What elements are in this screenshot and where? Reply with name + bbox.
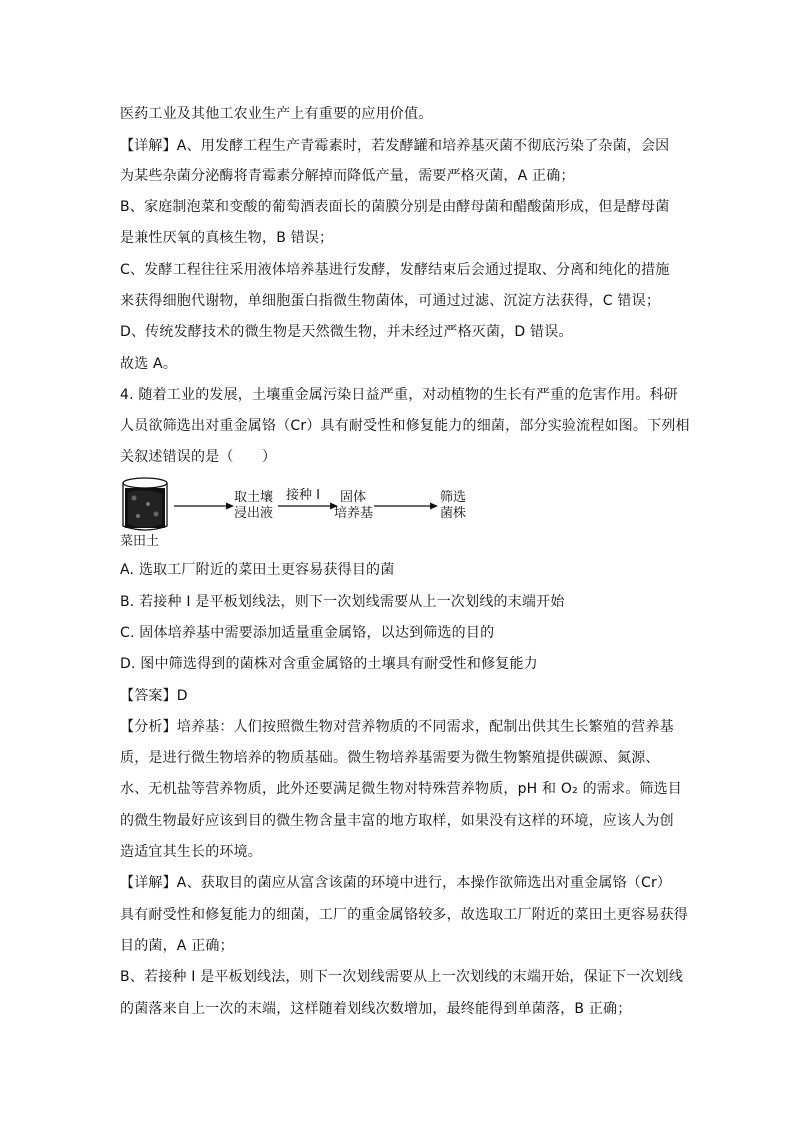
step1-label-bottom: 浸出液 — [234, 506, 274, 521]
detail-line-3: 目的菌，A 正确； — [120, 938, 234, 954]
answer-line: 【答案】D — [120, 688, 188, 704]
step2-label-bottom: 培养基 — [334, 506, 374, 521]
analysis-line-3: 水、无机盐等营养物质，此外还要满足微生物对特殊营养物质，pH 和 O₂ 的需求。筛选目 — [120, 781, 682, 797]
detail-line-2: 具有耐受性和修复能力的细菌，工厂的重金属铬较多，故选取工厂附近的菜田土更容易获得 — [120, 907, 688, 923]
option-c: C. 固体培养基中需要添加适量重金属铬，以达到筛选的目的 — [120, 625, 495, 641]
step1-label-top: 取土壤 — [234, 490, 274, 505]
question-line-2: 人员欲筛选出对重金属铬（Cr）具有耐受性和修复能力的细菌，部分实验流程如图。下列相 — [120, 418, 690, 434]
analysis-line-4: 的微生物最好应该到目的微生物含量丰富的地方取样，如果没有这样的环境，应该人为创 — [120, 813, 674, 829]
text-line-5: 是兼性厌氧的真核生物，B 错误； — [120, 230, 334, 246]
analysis-line-5: 造适宜其生长的环境。 — [120, 844, 262, 860]
detail-line-1: 【详解】A、获取目的菌应从富含该菌的环境中进行，本操作欲筛选出对重金属铬（Cr） — [120, 875, 672, 891]
text-line-3: 为某些杂菌分泌酶将青霉素分解掉而降低产量，需要严格灭菌，A 正确； — [120, 168, 575, 184]
text-line-2: 【详解】A、用发酵工程生产青霉素时，若发酵罐和培养基灭菌不彻底污染了杂菌，会因 — [120, 138, 670, 154]
text-line-4: B、家庭制泡菜和变酸的葡萄酒表面长的菌膜分别是由酵母菌和醋酸菌形成，但是酵母菌 — [120, 199, 670, 215]
question-line-3: 关叙述错误的是（ ） — [120, 449, 277, 465]
text-line-7: 来获得细胞代谢物，单细胞蛋白指微生物菌体，可通过过滤、沉淀方法获得，C 错误； — [120, 293, 661, 309]
text-line-8: D、传统发酵技术的微生物是天然微生物，并未经过严格灭菌，D 错误。 — [120, 324, 573, 340]
option-d: D. 图中筛选得到的菌株对含重金属铬的土壤具有耐受性和修复能力 — [120, 656, 538, 672]
text-line-1: 医药工业及其他工农业生产上有重要的应用价值。 — [120, 106, 433, 122]
step3-label-bottom: 菌株 — [440, 506, 467, 521]
experiment-flow-diagram — [118, 474, 498, 554]
analysis-line-2: 质，是进行微生物培养的物质基础。微生物培养基需要为微生物繁殖提供碳源、氮源、 — [120, 750, 660, 766]
detail-line-5: 的菌落来自上一次的末端，这样随着划线次数增加，最终能得到单菌落，B 正确； — [120, 1001, 632, 1017]
step2-label-top: 固体 — [340, 490, 367, 505]
arrow-1 — [174, 503, 234, 510]
detail-line-4: B、若接种 I 是平板划线法，则下一次划线需要从上一次划线的末端开始，保证下一次划线 — [120, 969, 684, 985]
beaker-label: 菜田土 — [120, 534, 160, 549]
text-line-6: C、发酵工程往往采用液体培养基进行发酵，发酵结束后会通过提取、分离和纯化的措施 — [120, 262, 670, 278]
question-line-1: 4. 随着工业的发展，土壤重金属污染日益严重，对动植物的生长有严重的危害作用。科研 — [120, 387, 679, 403]
option-b: B. 若接种 I 是平板划线法，则下一次划线需要从上一次划线的末端开始 — [120, 594, 565, 610]
analysis-line-1: 【分析】培养基：人们按照微生物对营养物质的不同需求，配制出供其生长繁殖的营养基 — [120, 719, 674, 735]
arrow-label: 接种 I — [286, 488, 320, 503]
beaker-icon — [123, 478, 167, 530]
step3-label-top: 筛选 — [440, 490, 467, 505]
text-line-9: 故选 A。 — [120, 356, 178, 372]
arrow-3 — [374, 503, 438, 510]
option-a: A. 选取工厂附近的菜田土更容易获得目的菌 — [120, 562, 395, 578]
